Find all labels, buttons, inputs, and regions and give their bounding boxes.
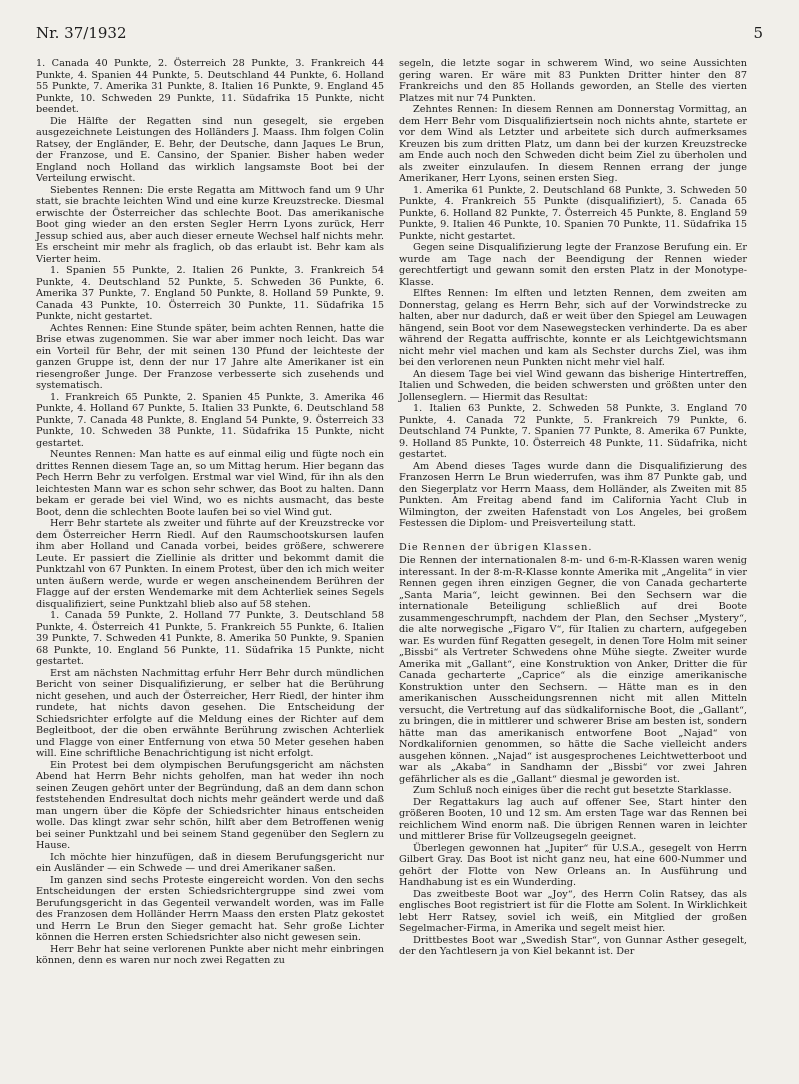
paragraph: Herr Behr startete als zweiter und führte auf der Kreuzstrecke vor dem Österreicher Herrn Riedl. Auf den Raumschootskursen laufen ihm aber Holland und Canada vorbei, beides größere, schwerere Leute. Er passiert die Ziellinie als dritter und bekommt damit die Punktzahl von 67 Punkten. In einem Protest, über den ich mich weiter unten äußern werde, wurde er wegen anscheinendem Berühren der Flagge auf der ersten Wendemarke mit dem Achterliek seines Segels disqualifiziert, seine Punktzahl blieb also auf 58 stehen. xyxy=(36,518,384,610)
paragraph: Am Abend dieses Tages wurde dann die Disqualifizierung des Franzosen Herrn Le Brun wiederrufen, was ihm 87 Punkte gab, und den Siegerplatz vor Herrn Maass, dem Holländer, als Zweiten mit 85 Punkten. Am Freitag abend fand im California Yacht Club in Wilmington, der zweiten Hafenstadt von Los Angeles, bei großem Festessen die Diplom- und Preisverteilung statt. xyxy=(399,460,747,529)
right-column xyxy=(399,58,747,958)
paragraph: Zum Schluß noch einiges über die recht gut besetzte Starklasse. xyxy=(413,785,732,796)
paragraph: 1. Canada 59 Punkte, 2. Holland 77 Punkte, 3. Deutschland 58 Punkte, 4. Österreich 41 Punkte, 5. Frankreich 55 Punkte, 6. Italien 39 Punkte, 7. Schweden 41 Punkte, 8. Amerika 50 Punkte, 9. Spanien 68 Punkte, 10. England 56 Punkte, 11. Südafrika 15 Punkte, nicht gestartet. xyxy=(36,610,384,667)
paragraph: 1. Canada 40 Punkte, 2. Österreich 28 Punkte, 3. Frankreich 44 Punkte, 4. Spanien 44 Punkte, 5. Deutschland 44 Punkte, 6. Holland 55 Punkte, 7. Amerika 31 Punkte, 8. Italien 16 Punkte, 9. England 45 Punkte, 10. Schweden 29 Punkte, 11. Südafrika 15 Punkte, nicht beendet. xyxy=(36,58,384,115)
paragraph: 1. Italien 63 Punkte, 2. Schweden 58 Punkte, 3. England 70 Punkte, 4. Canada 72 Punkte, 5. Frankreich 79 Punkte, 6. Deutschland 74 Punkte, 7. Spanien 77 Punkte, 8. Amerika 67 Punkte, 9. Holland 85 Punkte, 10. Österreich 48 Punkte, 11. Südafrika, nicht gestartet. xyxy=(399,403,747,460)
left-column xyxy=(36,58,384,967)
paragraph: segeln, die letzte sogar in schwerem Wind, wo seine Aussichten gering waren. Er wäre mit 83 Punkten Dritter hinter den 87 Frankreichs und den 85 Hollands geworden, an Stelle des vierten Platzes mit nur 74 Punkten. xyxy=(399,58,747,104)
paragraph: Die Rennen der internationalen 8-m- und 6-m-R-Klassen waren wenig interessant. In der 8-m-R-Klasse konnte Amerika mit „Angelita“ in vier Rennen gegen ihren einzigen Gegner, die von Canada gecharterte „Santa Maria“, leicht gewinnen. Bei den Sechsern war die internationale Beteiligung schließlich auf drei Boote zusammengeschrumpft, nachdem der Plan, den Sechser „Mystery“, die alte norwegische „Figaro V“, für Italien zu chartern, aufgegeben war. Es wurden fünf Regatten gesegelt, in denen Tore Holm mit seiner „Bissbi“ als Vertreter Schwedens ohne Mühe siegte. Zweiter wurde Amerika mit „Gallant“, eine Konstruktion von Anker, Dritter die für Canada gecharterte „Caprice“ als die einzige amerikanische Konstruktion unter den Sechsern. — Hätte man es in den amerikanischen Ausscheidungsrennen nicht mit allen Mitteln versucht, die Vertretung auf das südkalifornische Boot, die „Gallant“, zu bringen, die in mittlerer und schwerer Brise am besten ist, sondern hätte man das amerikanisch entworfene Boot „Najad“ von Nordkalifornien genommen, so hätte die Sache vielleicht anders ausgehen können. „Najad“ ist ausgesprochenes Leichtwetterboot und war als „Akaba“ in Sandhamn der „Bissbi“ vor zwei Jahren gefährlicher als es die „Gallant“ diesmal je geworden ist. xyxy=(399,555,747,785)
section-heading: Die Rennen der übrigen Klassen. xyxy=(399,541,593,553)
paragraph: 1. Amerika 61 Punkte, 2. Deutschland 68 Punkte, 3. Schweden 50 Punkte, 4. Frankreich 55 Punkte (disqualifiziert), 5. Canada 65 Punkte, 6. Holland 82 Punkte, 7. Österreich 45 Punkte, 8. England 59 Punkte, 9. Italien 46 Punkte, 10. Spanien 70 Punkte, 11. Südafrika 15 Punkte, nicht gestartet. xyxy=(399,184,747,242)
issue-number: Nr. 37/1932 xyxy=(36,24,127,42)
paragraph: Der Regattakurs lag auch auf offener See, Start hinter den größeren Booten, 10 und 12 sm. Am ersten Tage war das Rennen bei reichlichem Wind enorm naß. Die übrigen Rennen waren in leichter und mittlerer Brise für Vollzeugsegeln geeignet. xyxy=(399,796,747,842)
paragraph: Erst am nächsten Nachmittag erfuhr Herr Behr durch mündlichen Bericht von seiner Disqualifizierung, er selber hat die Berührung nicht gesehen, und auch der Österreicher, Herr Riedl, der hinter ihm rundete, hat nichts davon gesehen. Die Entscheidung der Schiedsrichter erfolgte auf die Meldung eines der Richter auf dem Begleitboot, der die oben erwähnte Berührung zwischen Achterliek und Flagge von einer Entfernung von etwa 50 Meter gesehen haben will. Eine schriftliche Benachrichtigung ist nicht erfolgt. xyxy=(36,667,384,759)
paragraph: Herr Behr hat seine verlorenen Punkte aber nicht mehr einbringen können, denn es waren nur noch zwei Regatten zu xyxy=(36,943,384,966)
paragraph: 1. Frankreich 65 Punkte, 2. Spanien 45 Punkte, 3. Amerika 46 Punkte, 4. Holland 67 Punkte, 5. Italien 33 Punkte, 6. Deutschland 58 Punkte, 7. Canada 48 Punkte, 8. England 54 Punkte, 9. Österreich 33 Punkte, 10. Schweden 38 Punkte, 11. Südafrika 15 Punkte, nicht gestartet. xyxy=(36,391,384,449)
paragraph: Gegen seine Disqualifizierung legte der Franzose Berufung ein. Er wurde am Tage nach der Beendigung der Rennen wieder gerechtfertigt und gewann somit den ersten Platz in der Monotype-Klasse. xyxy=(399,242,747,288)
paragraph: Ich möchte hier hinzufügen, daß in diesem Berufungsgericht nur ein Ausländer — ein Schwede — und drei Amerikaner saßen. xyxy=(36,851,384,874)
paragraph: Zehntes Rennen: In diesem Rennen am Donnerstag Vormittag, an dem Herr Behr vom Disqualifiziertsein noch nichts ahnte, startete er vor dem Wind als Letzter und arbeitete sich durch aufmerksames Kreuzen bis zum dritten Platz, um dann bei der kurzen Kreuzstrecke am Ende auch noch den Schweden dicht beim Ziel zu überholen und als zweiter einzulaufen. In diesem Rennen errang der junge Amerikaner, Herr Lyons, seinen ersten Sieg. xyxy=(399,104,747,184)
page-header xyxy=(36,24,763,46)
paragraph: Die Hälfte der Regatten sind nun gesegelt, sie ergeben ausgezeichnete Leistungen des Holländers J. Maass. Ihm folgen Colin Ratsey, der Engländer, E. Behr, der Deutsche, dann Jaques Le Brun, der Franzose, und E. Cansino, der Spanier. Bisher haben weder England noch Holland das wirklich langsamste Boot bei der Verteilung erwischt. xyxy=(36,115,384,184)
paragraph: Drittbestes Boot war „Swedish Star“, von Gunnar Asther gesegelt, der den Yachtlesern ja von Kiel bekannt ist. Der xyxy=(399,934,747,957)
page-number: 5 xyxy=(753,24,763,42)
paragraph: Überlegen gewonnen hat „Jupiter“ für U.S.A., gesegelt von Herrn Gilbert Gray. Das Boot ist nicht ganz neu, hat eine 600-Nummer und gehört der Flotte von New Orleans an. In Ausführung und Handhabung ist es ein Wunderding. xyxy=(399,842,747,888)
paragraph: Ein Protest bei dem olympischen Berufungsgericht am nächsten Abend hat Herrn Behr nichts geholfen, man hat weder ihn noch seinen Zeugen gehört unter der Begründung, daß an dem dann schon feststehenden Endresultat doch nichts mehr geändert werde und daß man ungern über die Köpfe der Schiedsrichter hinaus entscheiden wolle. Das klingt zwar sehr schön, hilft aber dem Betroffenen wenig bei seiner Punktzahl und bei seinem Stand gegenüber den Seglern zu Hause. xyxy=(36,759,384,851)
paragraph: Siebentes Rennen: Die erste Regatta am Mittwoch fand um 9 Uhr statt, sie brachte leichten Wind und eine kurze Kreuzstrecke. Diesmal erwischte der Österreicher das schlechte Boot. Das amerikanische Boot ging wieder an den ersten Segler Herrn Lyons zurück, Herr Jessup schied aus, aber auch dieser erneute Wechsel half nichts mehr. Es erscheint mir mehr als fraglich, ob das erlaubt ist. Behr kam als Vierter heim. xyxy=(36,184,384,265)
paragraph: 1. Spanien 55 Punkte, 2. Italien 26 Punkte, 3. Frankreich 54 Punkte, 4. Deutschland 52 Punkte, 5. Schweden 36 Punkte, 6. Amerika 37 Punkte, 7. England 50 Punkte, 8. Holland 59 Punkte, 9. Canada 43 Punkte, 10. Österreich 30 Punkte, 11. Südafrika 15 Punkte, nicht gestartet. xyxy=(36,265,384,322)
paragraph: An diesem Tage bei viel Wind gewann das bisherige Hintertreffen, Italien und Schweden, die beiden schwersten und größten unter den Jollenseglern. — Hiermit das Resultat: xyxy=(399,368,747,403)
paragraph: Das zweitbeste Boot war „Joy“, des Herrn Colin Ratsey, das als englisches Boot registriert ist für die Flotte am Solent. In Wirklichkeit lebt Herr Ratsey, soviel ich weiß, ein Mitglied der großen Segelmacher-Firma, in Amerika und segelt meist hier. xyxy=(399,888,747,934)
paragraph: Elftes Rennen: Im elften und letzten Rennen, dem zweiten am Donnerstag, gelang es Herrn Behr, sich auf der Vorwindstrecke zu halten, aber nur dadurch, daß er weit über den Spiegel am Leuwagen hängend, sein Boot vor dem Nasewegstecken verhinderte. Da es aber während der Regatta auffrischte, konnte er als Leichtgewichtsmann nicht mehr viel machen und kam als Sechster durchs Ziel, was ihm bei den verlorenen neun Punkten nicht mehr viel half. xyxy=(399,288,747,368)
paragraph: Achtes Rennen: Eine Stunde später, beim achten Rennen, hatte die Brise etwas zugenommen. Sie war aber immer noch leicht. Das war ein Vorteil für Behr, der mit seinen 130 Pfund der leichteste der ganzen Gruppe ist, denn der nur 17 Jahre alte Amerikaner ist ein riesengroßer Junge. Der Franzose verbesserte sich zusehends und systematisch. xyxy=(36,322,384,391)
paragraph: Neuntes Rennen: Man hatte es auf einmal eilig und fügte noch ein drittes Rennen diesem Tage an, so um Mittag herum. Hier begann das Pech Herrn Behr zu verfolgen. Erstmal war viel Wind, für ihn als den leichtesten Mann war es schon sehr schwer, das Boot zu halten. Dann bekam er gerade bei viel Wind, wo es nichts ausmacht, das beste Boot, denn die schlechten Boote laufen bei so viel Wind gut. xyxy=(36,449,384,518)
paragraph: Im ganzen sind sechs Proteste eingereicht worden. Von den sechs Entscheidungen der ersten Schiedsrichtergruppe sind zwei vom Berufungsgericht in das Gegenteil verwandelt worden, was im Falle des Franzosen dem Holländer Herrn Maass den ersten Platz gekostet und Herrn Le Brun den Sieger gemacht hat. Sehr große Lichter können die Herren ersten Schiedsrichter also nicht gewesen sein. xyxy=(36,874,384,943)
